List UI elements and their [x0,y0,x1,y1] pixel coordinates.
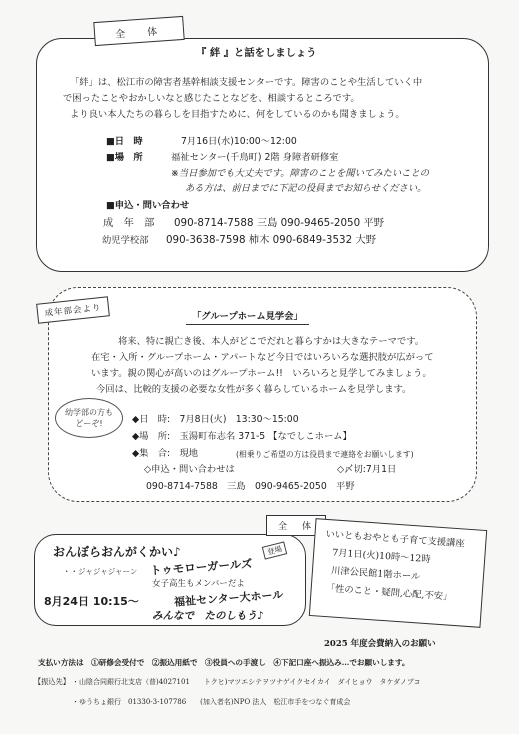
concert-group-name: トゥモローガールズ [149,556,253,578]
grouphome-meet-note: (相乗りご希望の方は役員まで連絡をお願いします) [236,450,414,459]
kizuna-intro-2: で困ったことやおかしいなと感じたことなどを、相談するところです。 [63,93,360,104]
child-dept-contact: 090-3638-7598 柿木 090-6849-3532 大野 [166,234,376,246]
lecture-date: 7月1日(火)10時～12時 [331,547,431,566]
lecture-theme: 「性のこと・疑問,心配,不安」 [325,583,453,603]
bubble-line-1: 幼学部の方も [65,408,113,417]
kizuna-contact-label: ■申込・問い合わせ [106,200,190,211]
section-tag-label: 全 体 [114,25,164,41]
kizuna-note-2: ある方は、前日までに下記の役員までお知らせください。 [185,183,427,194]
fee-title: 2025 年度会費納入のお願い [324,639,436,649]
kizuna-date-label: ■日 時 [106,136,143,147]
kizuna-note-1: ※当日参加でも大丈夫です。障害のことを聞いてみたいことの [171,168,430,179]
grouphome-body-2: 在宅・入所・グループホーム・アパートなど今日ではいろいろな選択肢が広がって [91,352,434,363]
bubble-line-2: どーぞ! [75,419,103,428]
grouphome-date: ◆日 時: 7月8日(火) 13:30～15:00 [132,414,299,425]
concert-venue: 福祉センター大ホール [173,588,284,609]
lecture-place: 川津公民館1階ホール [330,565,421,583]
adult-dept-label: 成 年 部 [103,217,155,229]
concert-members: 女子高生もメンバーだよ [152,579,245,589]
kizuna-date-value: 7月16日(水)10:00～12:00 [181,136,297,147]
grouphome-body-1: 将来、特に親亡き後、本人がどこでだれと暮らすかは大きなテーマです。 [118,336,425,347]
concert-title: おんぼらおんがくかい♪ [53,545,181,559]
concert-appear-tag: 登場 [262,541,287,559]
section-parenting-lecture [309,518,487,628]
grouphome-body-3: います。親の関心が高いのはグループホーム!! いろいろと見学してみましょう。 [91,368,432,379]
grouphome-contact-label: ◇申込・問い合わせは [144,464,235,475]
child-welcome-bubble [55,398,123,438]
section-tag-label: 全 体 [277,522,314,532]
adult-dept-contact: 090-8714-7588 三島 090-9465-2050 平野 [174,217,384,229]
kizuna-intro-1: 「絆」は、松江市の障害者基幹相談支援センターです。障害のことや生活していく中 [70,77,423,88]
grouphome-contact: 090-8714-7588 三島 090-9465-2050 平野 [146,481,355,492]
child-dept-label: 幼児学校部 [102,235,149,246]
section-tag-label: 成年部会より [44,303,102,319]
kizuna-title: 『 絆 』と話をしましょう [196,47,317,59]
concert-slogan: みんなで たのしもう♪ [152,610,264,622]
kizuna-place-label: ■場 所 [106,152,143,163]
fee-bank-label: 【振込先】 [34,677,70,686]
fee-bank-2: ・ゆうちょ銀行 01330-3-107786 (加入者名)NPO 法人 松江市手をつなぐ育成会 [72,698,351,706]
kizuna-intro-3: より良い本人たちの暮らしを目指すために、何をしているのかも聞きましょう。 [70,109,405,120]
kizuna-place-value: 福祉センター(千鳥町) 2階 身障者研修室 [171,152,339,163]
grouphome-deadline: ◇〆切:7月1日 [337,464,397,475]
lecture-title: いいともおやとも子育て支援講座 [325,528,466,550]
grouphome-meet: ◆集 合: 現地 [132,448,199,459]
fee-methods: 支払い方法は ①研修会受付で ②振込用紙で ③役員への手渡し ④下記口座へ振込み…でお願いします。 [38,658,410,667]
fee-bank-1: ・山陰合同銀行北支店（普)4027101 トクヒ)マツエシテヲツナゲイクセイカイ ダイヒョウ タケダノブコ [72,678,421,686]
grouphome-body-4: 今回は、比較的支援の必要な女性が多く暮らしているホームを見学します。 [96,384,412,395]
grouphome-title: 「グループホーム見学会」 [186,310,309,325]
concert-date: 8月24日 10:15～ [44,595,139,608]
concert-jingle: ・・ジャジャジャーン [63,567,138,576]
grouphome-place: ◆場 所: 玉湯町布志名 371-5 【なでしこホーム】 [132,431,352,442]
